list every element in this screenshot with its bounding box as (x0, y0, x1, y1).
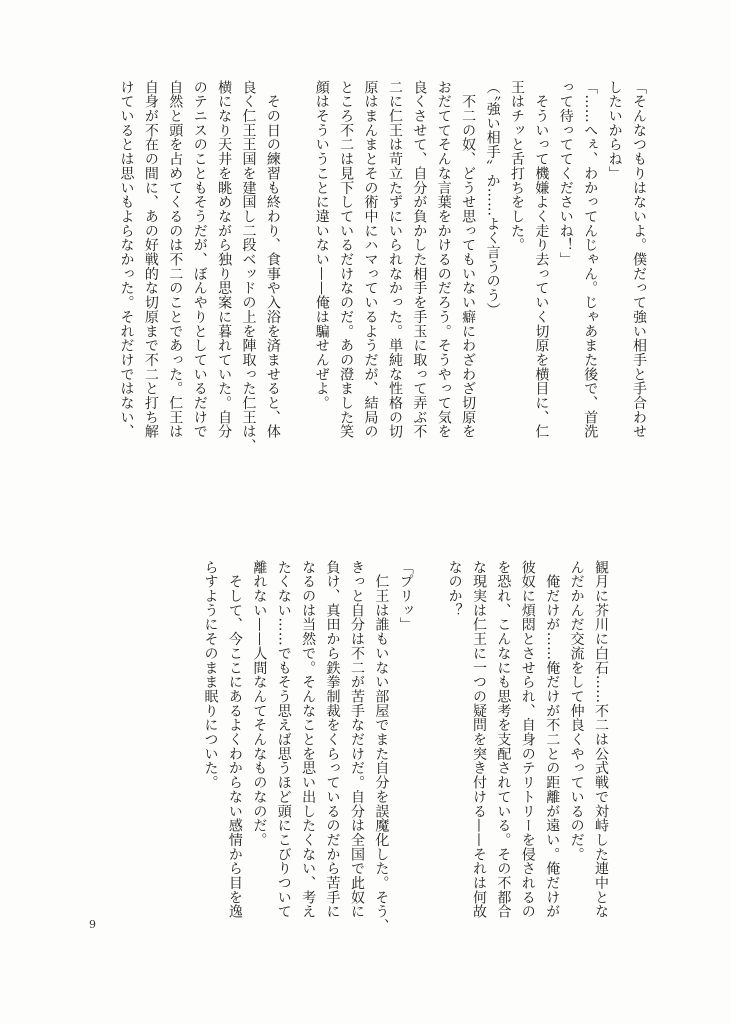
text-line: （〝強い相手〟か……よく言うのう） (484, 80, 501, 317)
text-line: 不二の奴、どうせ思ってもいない癖にわざわざ切原を (460, 80, 477, 439)
text-line: けているとは思いもよらなかった。それだけではない、 (118, 80, 135, 439)
text-line: きっと自分は不二が苦手なだけだ。自分は全国で此奴に (348, 560, 365, 919)
text-line: 良くさせて、自分が負かした相手を手玉に取って弄ぶ不 (411, 80, 428, 439)
text-line: んだかんだ交流をして仲良くやっているのだ。 (568, 560, 585, 862)
bottom-text-block (198, 560, 613, 950)
text-line: って待っててくださいね！」 (557, 80, 574, 267)
text-line: 「……へぇ、わかってんじゃん。じゃあまた後で、首洗 (582, 80, 599, 439)
text-line: な現実は仁王に一つの疑問を突き付ける——それは何故 (470, 560, 487, 919)
text-line: そういって機嫌よく走り去っていく切原を横目に、仁 (533, 80, 550, 439)
text-line: 原はまんまとその術中にハマっているようだが、結局の (362, 80, 379, 439)
text-line: 「そんなつもりはないよ。僕だって強い相手と手合わせ (631, 80, 647, 439)
text-line: 良く仁王王国を建国し二段ベッドの上を陣取った仁王は、 (240, 80, 257, 454)
text-line: なるのは当然で。そんなことを思い出したくない、考え (300, 560, 317, 919)
text-line: そして、今ここにあるよくわからない感情から目を逸 (226, 560, 243, 919)
text-line: おだててそんな言葉をかけるのだろう。そうやって気を (435, 80, 452, 439)
text-line: を恐れ、こんなにも思考を支配されている。その不都合 (495, 560, 512, 919)
text-line: 顔はそういうことに違いない——俺は騙せんぜよ。 (313, 80, 330, 411)
text-line: 負け、真田から鉄拳制裁をくらっているのだから苦手に (324, 560, 341, 919)
text-line: その日の練習も終わり、食事や入浴を済ませると、体 (264, 80, 281, 439)
text-line: なのか？ (446, 560, 463, 618)
text-line: 自然と頭を占めてくるのは不二のことであった。仁王は (167, 80, 184, 439)
text-line (418, 560, 442, 950)
text-line: 「プリッ」 (397, 560, 414, 632)
text-line: たくない……でもそう思えば思うほど頭にこびりついて (275, 560, 292, 919)
page-number: 9 (89, 918, 96, 931)
text-line: 彼奴に煩悶とさせられ、自身のテリトリーを侵されるの (519, 560, 536, 919)
text-line: らすようにそのまま眠りについた。 (202, 560, 219, 790)
text-line: ところ不二は見下しているだけなのだ。あの澄ました笑 (338, 80, 355, 439)
text-line: 仁王は誰もいない部屋でまた自分を誤魔化した。そう、 (373, 560, 390, 934)
text-line: 離れない——人間なんてそんなものなのだ。 (251, 560, 268, 847)
text-line: 俺だけが……俺だけが不二との距離が遠い。俺だけが (544, 560, 561, 919)
text-line: したいからね」 (606, 80, 623, 181)
text-line: 観月に芥川に白石……不二は公式戦で対峙した連中とな (593, 560, 609, 919)
text-line: 自身が不在の間に、あの好戦的な切原まで不二と打ち解 (142, 80, 159, 439)
text-line: 横になり天井を眺めながら独り思案に暮れていた。自分 (216, 80, 233, 439)
text-line (285, 80, 309, 470)
text-line: のテニスのこともそうだが、ぼんやりとしているだけで (191, 80, 208, 439)
top-text-block (114, 80, 651, 470)
text-line: 二に仁王は苛立たずにいられなかった。単純な性格の切 (386, 80, 403, 439)
text-line: 王はチッと舌打ちをした。 (508, 80, 525, 253)
